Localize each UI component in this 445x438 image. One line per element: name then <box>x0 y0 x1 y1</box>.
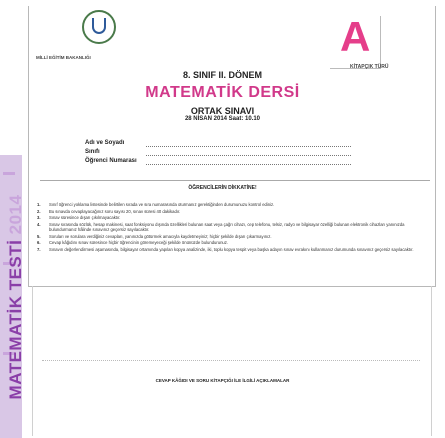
footer-heading: CEVAP KÂĞIDI VE SORU KİTAPÇIĞI İLE İLGİLİ AÇIKLAMALAR <box>155 378 290 383</box>
student-name-label: Adı ve Soyadı <box>85 140 125 146</box>
exam-date-time: 28 NİSAN 2014 Saat: 10.10 <box>184 116 261 122</box>
list-item: 4. Sınav sırasında sözlük, hesap makinesi, saat fonksiyonu dışında özellikleri bulunan saat veya çağrı cihazı, cep telefonu, telsiz, radyo ve bilgisayar özelliği bulunan elektronik cihazları yanınızda bulundurmanız hâlinde sınavınız geçersiz sayılacaktır. <box>37 221 405 232</box>
student-number-label: Öğrenci Numarası <box>85 158 137 164</box>
list-item: 2. Bu sınavda cevaplayacağınız soru sayısı 20, sınav süresi 40 dakikadır. <box>37 208 181 214</box>
attention-title: ÖĞRENCİLERİN DİKKATİNE! <box>188 185 257 191</box>
ministry-label: MİLLİ EĞİTİM BAKANLIĞI <box>36 55 91 60</box>
booklet-letter: A <box>340 13 371 60</box>
student-number-field[interactable] <box>146 164 351 166</box>
side-band-main: MATEMATİK TESTİ <box>6 239 25 400</box>
exam-title: ORTAK SINAVI <box>190 106 255 116</box>
separator <box>40 180 430 181</box>
list-item: 6. Cevap kâğıdını sınav süresince hiçbir öğrencinin göremeyeceği şekilde önünüzde bulundurunuz. <box>37 240 229 245</box>
rules-list <box>37 202 422 253</box>
side-band-year: 2014 <box>6 194 25 235</box>
booklet-label: KİTAPÇIK TÜRÜ <box>350 64 389 70</box>
list-item: 7. Sınavın değerlendirmesi aşamasında, bilgisayar ortamında yapılan kopya analizinde, iki, toplu kopya tespit veya başka adayın sınav evrakını kullanmanız durumunda sınavınız geçersiz sayılacaktır. <box>37 246 414 252</box>
side-band-title <box>6 172 28 422</box>
student-class-label: Sınıfı <box>85 149 100 155</box>
list-item: 3. Sınav süresince dışarı çıkılmayacaktır. <box>37 215 121 220</box>
subject-title: MATEMATİK DERSİ <box>145 84 300 101</box>
grade-title: 8. SINIF II. DÖNEM <box>182 70 262 80</box>
student-class-field[interactable] <box>146 155 351 157</box>
divider <box>42 360 420 364</box>
list-item: 1. Sınıf öğrenci yoklama listesinde belirtilen sırada ve sıra numarasında oturmanız gerektiğinden durumunuzu kontrol ediniz. <box>37 202 275 207</box>
list-item: 5. Soruları ve sorulara verdiğiniz cevapları, yanınızda götürmek amacıyla kaydetmeyiniz; hiçbir şekilde dışarı çıkarmayınız. <box>37 233 272 239</box>
student-name-field[interactable] <box>146 146 351 148</box>
ministry-logo-icon <box>82 10 116 44</box>
